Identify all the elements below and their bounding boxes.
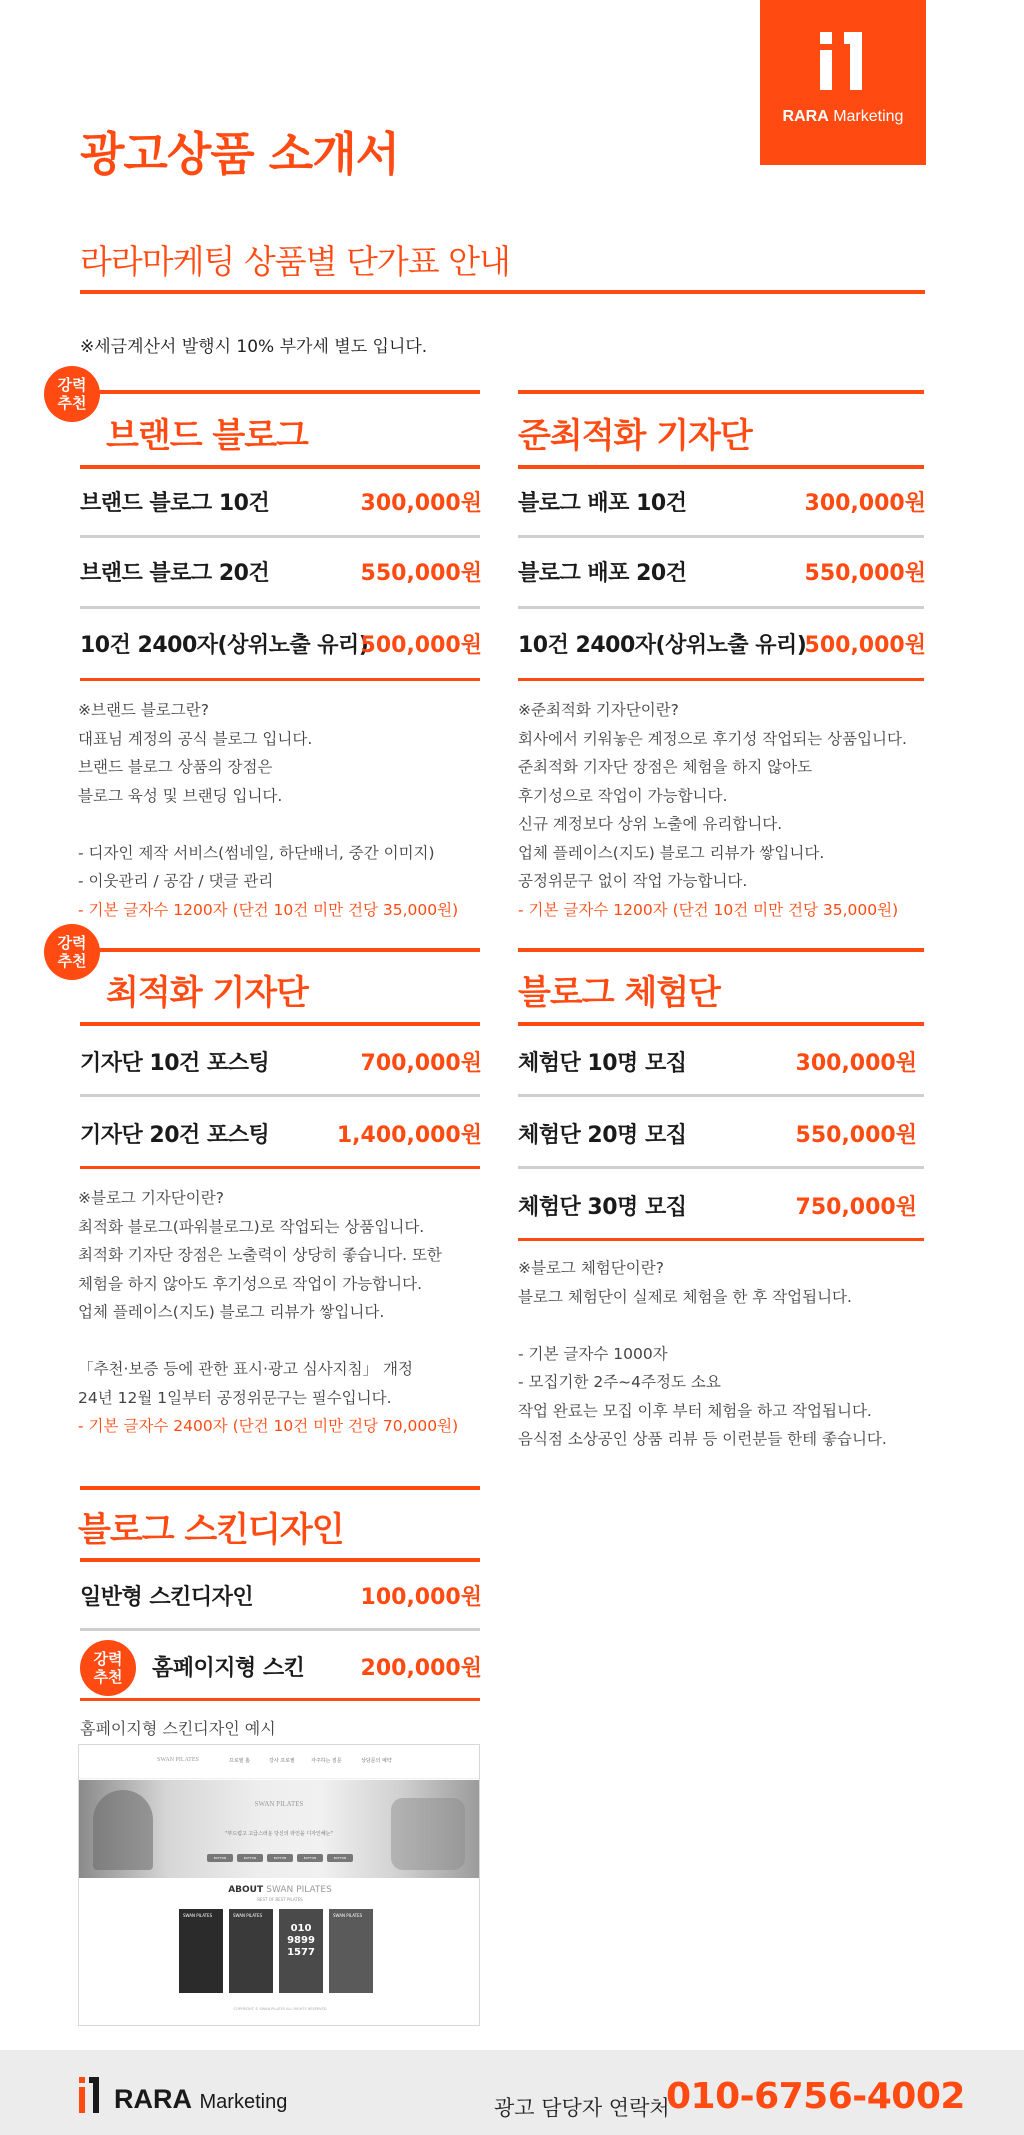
section-divider — [80, 1022, 480, 1026]
row-divider — [80, 678, 480, 681]
quasi-row-3-price: 500,000원 — [804, 633, 926, 658]
skin-row-1-name: 일반형 스킨디자인 — [80, 1585, 254, 1610]
page-subtitle: 라라마케팅 상품별 단가표 안내 — [80, 242, 510, 281]
row-divider — [80, 1166, 480, 1169]
contact-label: 광고 담당자 연락처 — [494, 2096, 670, 2120]
experience-row-1-name: 체험단 10명 모집 — [518, 1051, 687, 1076]
brand-blog-description: ※브랜드 블로그란? 대표님 계정의 공식 블로그 입니다. 브랜드 블로그 상품의 장점은 블로그 육성 및 브랜딩 입니다. - 디자인 제작 서비스(썸네일, 하단배너, 중간 이미지) - 이웃관리 / 공감 / 댓글 관리 - 기본 글자수 1200자 (단건 10건 미만 건당 35,000원) — [78, 701, 459, 919]
skin-row-2-name: 홈페이지형 스킨 — [152, 1656, 305, 1681]
optimal-row-2-name: 기자단 20건 포스팅 — [80, 1123, 270, 1148]
row-divider — [80, 606, 480, 609]
experience-row-3-name: 체험단 30명 모집 — [518, 1195, 687, 1220]
mock-about-title: ABOUT SWAN PILATES — [228, 1885, 332, 1895]
optimal-row-2-price: 1,400,000원 — [336, 1123, 482, 1148]
quasi-reporters-description: ※준최적화 기자단이란? 회사에서 키워놓은 계정으로 후기성 작업되는 상품입니다. 준최적화 기자단 장점은 체험을 하지 않아도 후기성으로 작업이 가능합니다. 신규 계정보다 상위 노출에 유리합니다. 업체 플레이스(지도) 블로그 리뷰가 쌓입니다. 공정위문구 없이 작업 가능합니다. - 기본 글자수 1200자 (단건 10건 미만 건당 35,000원) — [518, 701, 907, 919]
mock-nav-1: 프로필 홈 — [229, 1758, 250, 1764]
mock-hero-buttons — [207, 1854, 353, 1862]
title-divider — [80, 290, 925, 294]
row-divider — [80, 1094, 480, 1097]
brand-blog-row-1-name: 브랜드 블로그 10건 — [80, 491, 270, 516]
optimal-row-1-price: 700,000원 — [360, 1051, 482, 1076]
row-divider — [80, 1628, 480, 1631]
brand-blog-row-2-price: 550,000원 — [360, 561, 482, 586]
quasi-row-3-name: 10건 2400자(상위노출 유리) — [518, 633, 807, 658]
mock-nav-3: 자주하는 질문 — [311, 1758, 342, 1764]
optimal-reporters-title: 최적화 기자단 — [106, 973, 308, 1013]
experience-title: 블로그 체험단 — [518, 973, 720, 1013]
row-divider — [518, 535, 924, 538]
brand-logo — [760, 0, 926, 165]
brand-blog-row-2-name: 브랜드 블로그 20건 — [80, 561, 270, 586]
tax-note: ※세금계산서 발행시 10% 부가세 별도 입니다. — [80, 337, 428, 357]
brand-blog-row-1-price: 300,000원 — [360, 491, 482, 516]
page-title: 광고상품 소개서 — [80, 127, 400, 181]
section-divider — [518, 1022, 924, 1026]
mock-header — [79, 1745, 480, 1779]
mock-button: BUTTON — [237, 1854, 263, 1862]
experience-row-3-price: 750,000원 — [795, 1195, 917, 1220]
footer — [0, 2050, 1024, 2135]
skin-example-label: 홈페이지형 스킨디자인 예시 — [80, 1719, 276, 1738]
skin-row-1-price: 100,000원 — [360, 1585, 482, 1610]
brand-blog-title: 브랜드 블로그 — [106, 416, 308, 456]
row-divider — [518, 1238, 924, 1241]
experience-row-1-price: 300,000원 — [795, 1051, 917, 1076]
row-divider — [518, 1166, 924, 1169]
quasi-row-2-price: 550,000원 — [804, 561, 926, 586]
mock-hero — [79, 1780, 480, 1878]
section-divider — [80, 465, 480, 469]
mock-hero-figure-right — [391, 1798, 465, 1870]
mock-hero-quote: "부드럽고 고급스러운 당신의 라인을 디자인해는" — [225, 1831, 333, 1837]
skin-row-2-price: 200,000원 — [360, 1656, 482, 1681]
mock-about-sub: BEST OF BEST PILATES — [257, 1897, 303, 1902]
brand-logo-text: RARA Marketing — [782, 108, 904, 125]
experience-row-2-price: 550,000원 — [795, 1123, 917, 1148]
section-divider — [80, 390, 480, 394]
mock-hero-figure-left — [93, 1790, 153, 1870]
section-divider — [518, 948, 924, 952]
recommend-badge: 강력 추천 — [44, 924, 100, 980]
recommend-badge: 강력 추천 — [80, 1640, 136, 1696]
section-divider — [80, 1558, 480, 1562]
row-divider — [518, 1094, 924, 1097]
mock-nav-4: 상담문의 예약 — [361, 1758, 392, 1764]
mock-nav-2: 강사 프로필 — [269, 1758, 295, 1764]
experience-description: ※블로그 체험단이란? 블로그 체험단이 실제로 체험을 한 후 작업됩니다. - 기본 글자수 1000자 - 모집기한 2주~4주정도 소요 작업 완료는 모집 이후 부터 체험을 하고 작업됩니다. 음식점 소상공인 상품 리뷰 등 이런분들 한테 좋습니다. — [518, 1259, 887, 1448]
mock-hero-brand: SWAN PILATES — [254, 1800, 304, 1808]
recommend-badge: 강력 추천 — [44, 366, 100, 422]
quasi-reporters-title: 준최적화 기자단 — [518, 416, 752, 456]
row-divider — [518, 606, 924, 609]
row-divider — [80, 535, 480, 538]
skin-example-image — [78, 1744, 480, 2026]
mock-logo: SWAN PILATES — [157, 1757, 199, 1763]
optimal-reporters-description: ※블로그 기자단이란? 최적화 블로그(파워블로그)로 작업되는 상품입니다. 최적화 기자단 장점은 노출력이 상당히 좋습니다. 또한 체험을 하지 않아도 후기성으로 작업이 가능합니다. 업체 플레이스(지도) 블로그 리뷰가 쌓입니다. 「추천·보증 등에 관한 표시·광고 심사지침」 개정 24년 12월 1일부터 공정위문구는 필수입니다. - 기본 글자수 2400자 (단건 10건 미만 건당 70,000원) — [78, 1189, 459, 1435]
contact-phone[interactable]: 010-6756-4002 — [666, 2076, 965, 2117]
mock-button: BUTTON — [327, 1854, 353, 1862]
section-divider — [80, 948, 480, 952]
quasi-row-1-name: 블로그 배포 10건 — [518, 491, 687, 516]
skin-design-title: 블로그 스킨디자인 — [78, 1510, 344, 1550]
mock-button: BUTTON — [267, 1854, 293, 1862]
mock-card-4: SWAN PILATES — [329, 1909, 373, 1993]
brand-blog-row-3-name: 10건 2400자(상위노출 유리) — [80, 633, 369, 658]
experience-row-2-name: 체험단 20명 모집 — [518, 1123, 687, 1148]
mock-phone-card: 010 9899 1577 — [279, 1909, 323, 1993]
mock-card-2: SWAN PILATES — [229, 1909, 273, 1993]
mock-card-1: SWAN PILATES — [179, 1909, 223, 1993]
section-divider — [80, 1486, 480, 1490]
mock-copyright: COPYRIGHT © SWAN PILATES ALL RIGHTS RESERVED — [233, 2007, 327, 2011]
quasi-row-2-name: 블로그 배포 20건 — [518, 561, 687, 586]
optimal-row-1-name: 기자단 10건 포스팅 — [80, 1051, 270, 1076]
rara-logo-icon — [78, 2076, 100, 2114]
section-divider — [518, 465, 924, 469]
mock-button: BUTTON — [207, 1854, 233, 1862]
rara-logo-icon — [814, 30, 872, 94]
brand-blog-row-3-price: 500,000원 — [360, 633, 482, 658]
footer-logo-text: RARA Marketing — [114, 2084, 288, 2114]
row-divider — [518, 678, 924, 681]
row-divider — [80, 1698, 480, 1701]
mock-button: BUTTON — [297, 1854, 323, 1862]
section-divider — [518, 390, 924, 394]
quasi-row-1-price: 300,000원 — [804, 491, 926, 516]
